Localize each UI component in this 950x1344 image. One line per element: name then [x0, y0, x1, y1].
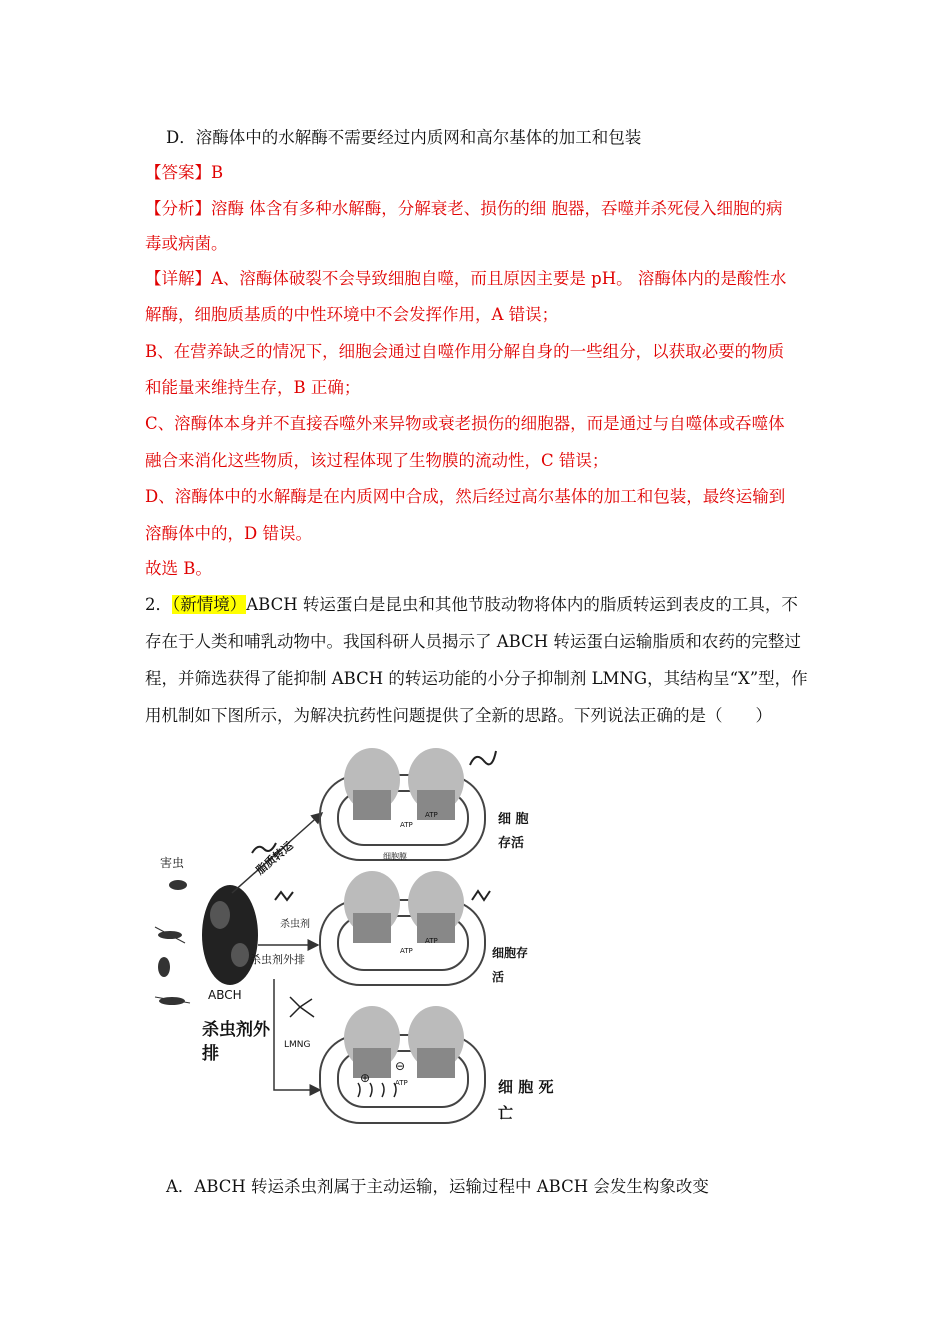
detail-line: 【详解】A、溶酶体破裂不会导致细胞自噬，而且原因主要是 pH。 溶酶体内的是酸性水	[145, 269, 787, 288]
analysis-line-cont: 毒或病菌。	[145, 234, 228, 253]
insecticide-molecule-icon	[275, 892, 293, 900]
cell-panel-3	[320, 1006, 485, 1123]
detail-line: 解酶，细胞质基质的中性环境中不会发挥作用，A 错误；	[145, 305, 559, 324]
result-3-line1: 细 胞 死	[498, 1078, 554, 1096]
membrane-label: 细胞膜	[383, 852, 407, 861]
cell-panel-2	[320, 871, 490, 985]
left-efflux-label-2: 排	[202, 1044, 219, 1064]
atp-label: ATP	[400, 821, 413, 829]
atp-label: ATP	[400, 947, 413, 955]
result-1-line2: 存活	[498, 836, 525, 851]
abch-label: ABCH	[208, 988, 242, 1002]
question-2-line4: 用机制如下图所示，为解决抗药性问题提供了全新的思路。下列说法正确的是（ ）	[145, 706, 772, 725]
cell-panel-1	[320, 748, 496, 861]
abch-mechanism-figure	[150, 735, 810, 1135]
lipid-route-label: 脂质转运	[253, 839, 296, 878]
result-3-line2: 亡	[498, 1104, 514, 1122]
insect-icon	[155, 880, 190, 1005]
option-a: A．ABCH 转运杀虫剂属于主动运输，运输过程中 ABCH 会发生构象改变	[166, 1177, 709, 1196]
efflux-route-label: 杀虫剂外排	[250, 953, 305, 966]
left-efflux-label-1: 杀虫剂外	[202, 1020, 270, 1040]
lmng-molecule-icon	[290, 997, 314, 1017]
detail-line: B、在营养缺乏的情况下，细胞会通过自噬作用分解自身的一些组分，以获取必要的物质	[145, 342, 785, 361]
atp-label: ATP	[425, 937, 438, 945]
detail-line: 和能量来维持生存，B 正确；	[145, 378, 361, 397]
question-tag: （新情境）	[172, 595, 247, 614]
question-2-line1	[145, 594, 798, 616]
lmng-arrow	[274, 979, 320, 1090]
answer-line: 【答案】B	[145, 163, 224, 182]
plus-icon: ⊕	[360, 1071, 371, 1085]
result-1-line1: 细 胞	[498, 812, 529, 827]
detail-line: 融合来消化这些物质，该过程体现了生物膜的流动性，C 错误；	[145, 451, 609, 470]
abch-protein-icon	[202, 885, 258, 985]
question-2-line2: 存在于人类和哺乳动物中。我国科研人员揭示了 ABCH 转运蛋白运输脂质和农药的完整过	[145, 632, 801, 651]
lmng-molecule-icon	[358, 1083, 396, 1097]
pest-label: 害虫	[160, 856, 185, 870]
result-2-line1: 细胞存	[492, 946, 529, 960]
conclusion-line: 故选 B。	[145, 559, 212, 578]
atp-label: ATP	[395, 1079, 408, 1087]
detail-line: C、溶酶体本身并不直接吞噬外来异物或衰老损伤的细胞器，而是通过与自噬体或吞噬体	[145, 414, 785, 433]
lmng-label: LMNG	[284, 1040, 311, 1050]
atp-label: ATP	[425, 811, 438, 819]
option-d: D．溶酶体中的水解酶不需要经过内质网和高尔基体的加工和包装	[166, 128, 642, 147]
lipid-molecule-icon	[470, 751, 496, 765]
question-number: 2．	[145, 595, 172, 614]
question-2-line3: 程，并筛选获得了能抑制 ABCH 的转运功能的小分子抑制剂 LMNG，其结构呈“X”型，作	[145, 669, 808, 688]
detail-line: 溶酶体中的，D 错误。	[145, 524, 312, 543]
minus-icon: ⊖	[395, 1059, 406, 1073]
result-2-line2: 活	[492, 970, 505, 984]
detail-line: D、溶酶体中的水解酶是在内质网中合成，然后经过高尔基体的加工和包装，最终运输到	[145, 487, 786, 506]
analysis-line: 【分析】溶酶 体含有多种水解酶，分解衰老、损伤的细 胞器，吞噬并杀死侵入细胞的病	[145, 199, 783, 218]
insecticide-label: 杀虫剂	[280, 919, 310, 930]
question-text: ABCH 转运蛋白是昆虫和其他节肢动物将体内的脂质转运到表皮的工具，不	[246, 595, 798, 614]
insecticide-molecule-icon	[472, 891, 490, 900]
